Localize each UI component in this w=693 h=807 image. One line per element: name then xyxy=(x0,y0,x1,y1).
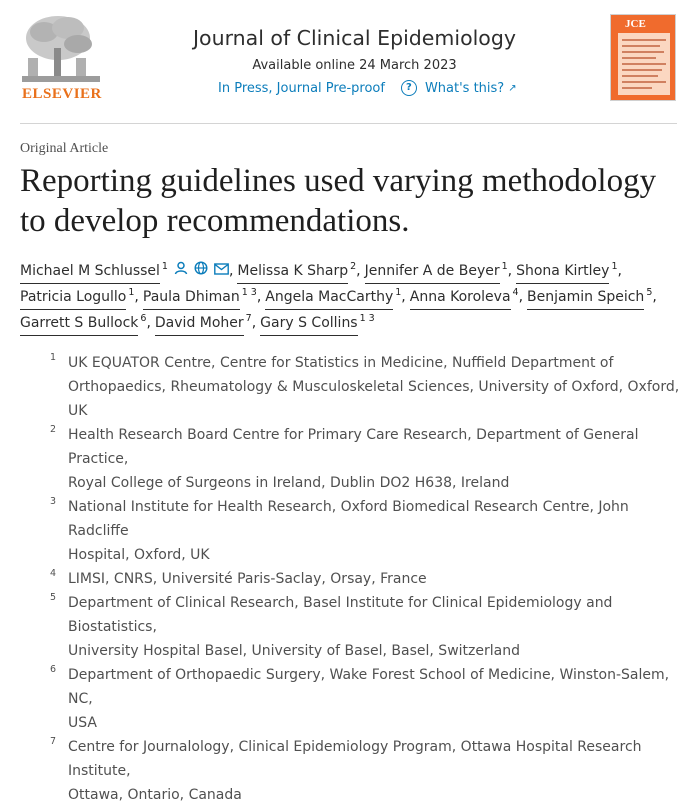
author-affiliation-ref[interactable]: 1 xyxy=(128,287,135,298)
author-affiliation-ref[interactable]: 1 3 xyxy=(241,287,257,298)
cover-line xyxy=(622,75,658,77)
author-link[interactable]: David Moher xyxy=(155,311,244,336)
author-link[interactable]: Michael M Schlussel xyxy=(20,259,160,284)
affiliation-line: Ottawa, Ontario, Canada xyxy=(68,787,242,803)
author-affiliation-ref[interactable]: 1 xyxy=(395,287,402,298)
author-link[interactable]: Benjamin Speich xyxy=(527,285,644,310)
separator: , xyxy=(401,289,406,305)
author-line xyxy=(20,259,680,285)
author-link[interactable]: Gary S Collins xyxy=(260,311,357,336)
journal-cover-thumbnail[interactable] xyxy=(610,14,676,101)
article-title: Reporting guidelines used varying methodology to develop recommendations. xyxy=(20,163,657,239)
author-link[interactable]: Anna Koroleva xyxy=(410,285,511,310)
affiliation-item xyxy=(50,423,680,495)
affiliation-line: National Institute for Health Research, Oxford Biomedical Research Centre, John Radcliffe xyxy=(68,499,629,539)
affiliation-item xyxy=(50,495,680,567)
publication-status-link[interactable]: In Press, Journal Pre-proof xyxy=(218,80,385,96)
affiliation-line: Department of Clinical Research, Basel Institute for Clinical Epidemiology and Biostatistics, xyxy=(68,595,613,635)
affiliation-line: University Hospital Basel, University of Basel, Basel, Switzerland xyxy=(68,643,520,659)
cover-line xyxy=(622,69,662,71)
author-affiliation-ref[interactable]: 1 xyxy=(161,261,168,272)
author-affiliation-ref[interactable]: 1 xyxy=(611,261,618,272)
affiliation-line: Department of Orthopaedic Surgery, Wake Forest School of Medicine, Winston-Salem, NC, xyxy=(68,667,670,707)
author-affiliation-ref[interactable]: 1 xyxy=(501,261,508,272)
cover-title: JCE xyxy=(625,18,646,30)
author-link[interactable]: Shona Kirtley xyxy=(516,259,609,284)
affiliation-line: Royal College of Surgeons in Ireland, Dublin DO2 H638, Ireland xyxy=(68,475,510,491)
email-icon[interactable] xyxy=(214,263,229,275)
affiliation-number: 5 xyxy=(50,592,57,603)
globe-icon[interactable] xyxy=(194,261,208,275)
cover-line xyxy=(622,87,652,89)
author-link[interactable]: Patricia Logullo xyxy=(20,285,126,310)
affiliation-text xyxy=(68,423,680,495)
available-online-date: Available online 24 March 2023 xyxy=(252,58,457,73)
help-circle-icon[interactable]: ? xyxy=(401,80,417,96)
separator: , xyxy=(507,263,513,279)
separator: , xyxy=(251,315,257,331)
affiliation-line: USA xyxy=(68,715,97,731)
affiliation-list xyxy=(50,351,680,807)
author-affiliation-ref[interactable]: 2 xyxy=(350,261,357,272)
separator: , xyxy=(256,289,262,305)
cover-line xyxy=(622,57,656,59)
separator: , xyxy=(134,289,139,305)
affiliation-item xyxy=(50,567,680,591)
header xyxy=(0,0,693,124)
journal-title[interactable] xyxy=(0,26,693,50)
author-line xyxy=(20,311,680,337)
affiliation-item xyxy=(50,591,680,663)
status-line xyxy=(218,80,517,96)
author-affiliation-ref[interactable]: 1 3 xyxy=(359,313,375,324)
separator: , xyxy=(617,263,622,279)
affiliation-line: Centre for Journalology, Clinical Epidemiology Program, Ottawa Hospital Research Institute, xyxy=(68,739,642,779)
affiliation-text xyxy=(68,351,680,423)
publisher-name[interactable]: ELSEVIER xyxy=(22,86,102,102)
affiliation-number: 7 xyxy=(50,736,57,747)
affiliation-number: 3 xyxy=(50,496,57,507)
affiliation-line: Orthopaedics, Rheumatology & Musculoskeletal Sciences, University of Oxford, Oxford, UK xyxy=(68,379,680,419)
cover-line xyxy=(622,81,666,83)
author-affiliation-ref[interactable]: 6 xyxy=(140,313,147,324)
person-icon[interactable] xyxy=(174,261,188,275)
author-link[interactable]: Jennifer A de Beyer xyxy=(365,259,500,284)
affiliation-line: UK EQUATOR Centre, Centre for Statistics in Medicine, Nuffield Department of xyxy=(68,355,614,371)
affiliation-number: 2 xyxy=(50,424,57,435)
affiliation-text xyxy=(68,495,680,567)
author-link[interactable]: Angela MacCarthy xyxy=(265,285,393,310)
affiliation-text xyxy=(68,735,680,807)
affiliation-line: Hospital, Oxford, UK xyxy=(68,547,210,563)
cover-line xyxy=(622,45,660,47)
separator: , xyxy=(518,289,524,305)
separator: , xyxy=(228,263,234,279)
header-divider xyxy=(20,123,677,124)
whats-this-link[interactable]: What's this? xyxy=(424,80,505,96)
affiliation-number: 6 xyxy=(50,664,57,675)
external-link-icon: ↗ xyxy=(508,82,517,94)
author-link[interactable]: Melissa K Sharp xyxy=(237,259,348,284)
affiliation-text xyxy=(68,663,680,735)
author-list xyxy=(20,259,680,337)
author-affiliation-ref[interactable]: 4 xyxy=(512,287,519,298)
journal-title-text[interactable]: Journal of Clinical Epidemiology xyxy=(192,26,516,50)
author-affiliation-ref[interactable]: 7 xyxy=(245,313,252,324)
author-link[interactable]: Paula Dhiman xyxy=(143,285,240,310)
cover-line xyxy=(622,63,666,65)
author-affiliation-ref[interactable]: 5 xyxy=(646,287,653,298)
cover-line xyxy=(622,51,664,53)
affiliation-number: 4 xyxy=(50,568,57,579)
separator: , xyxy=(652,289,657,305)
cover-line xyxy=(622,39,666,41)
separator: , xyxy=(356,263,361,279)
cover-contents xyxy=(618,33,670,95)
affiliation-number: 1 xyxy=(50,352,57,363)
affiliation-line: Health Research Board Centre for Primary Care Research, Department of General Practice, xyxy=(68,427,639,467)
tree-icon xyxy=(18,12,104,88)
separator: , xyxy=(146,315,151,331)
affiliation-line: LIMSI, CNRS, Université Paris-Saclay, Orsay, France xyxy=(68,571,427,587)
affiliation-text xyxy=(68,591,680,663)
author-line xyxy=(20,285,680,311)
article-type: Original Article xyxy=(20,141,109,156)
affiliation-item xyxy=(50,663,680,735)
affiliation-item xyxy=(50,735,680,807)
author-link[interactable]: Garrett S Bullock xyxy=(20,311,138,336)
affiliation-item xyxy=(50,351,680,423)
affiliation-text xyxy=(68,567,680,591)
